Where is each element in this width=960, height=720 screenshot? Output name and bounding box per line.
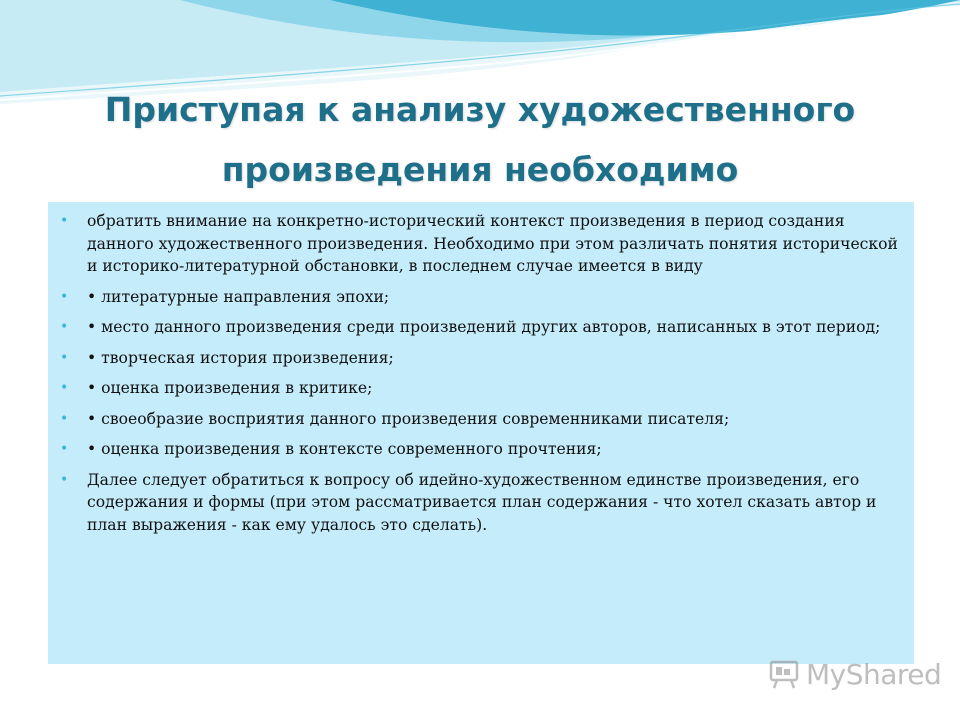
bullet-marker: • <box>60 471 69 488</box>
bullet-marker: • <box>60 319 69 335</box>
presentation-board-icon <box>768 658 800 690</box>
list-item <box>60 469 906 537</box>
bullet-marker: • <box>60 349 69 366</box>
bullet-marker: • <box>60 213 69 229</box>
list-item <box>60 438 906 461</box>
list-item-text: • литературные направления эпохи; <box>87 287 390 306</box>
bullet-list <box>60 210 906 544</box>
list-item-text: • творческая история произведения; <box>87 348 394 367</box>
list-item <box>60 286 906 309</box>
slide-title-line-1: Приступая к анализу художественного <box>104 90 856 129</box>
list-item <box>60 408 906 431</box>
bullet-marker: • <box>60 410 69 427</box>
watermark-text: MyShared <box>806 657 942 691</box>
list-item <box>60 377 906 400</box>
bullet-marker: • <box>60 288 69 305</box>
content-box <box>48 202 914 664</box>
list-item-text: обратить внимание на конкретно-исторический контекст произведения в период создания данного художественного произведения. Необходимо при этом различать понятия исторической и историко-литературной обстановки, в последнем случае имеется в виду <box>87 212 898 275</box>
slide-title-line-2: произведения необходимо <box>221 150 739 189</box>
list-item <box>60 347 906 370</box>
bullet-marker: • <box>60 380 69 396</box>
list-item <box>60 210 906 278</box>
list-item-text: • своеобразие восприятия данного произведения современниками писателя; <box>87 409 730 428</box>
bullet-marker: • <box>60 441 69 457</box>
list-item-text: • оценка произведения в контексте современного прочтения; <box>87 440 602 458</box>
list-item-text: Далее следует обратиться к вопросу об идейно-художественном единстве произведения, его содержания и формы (при этом рассматривается план содержания - что хотел сказать автор и план выражения - как ему удалось это сделать). <box>87 470 877 534</box>
list-item <box>60 316 906 339</box>
watermark <box>768 656 941 692</box>
slide-title <box>0 80 960 200</box>
list-item-text: • оценка произведения в критике; <box>87 379 373 397</box>
list-item-text: • место данного произведения среди произведений других авторов, написанных в этот период; <box>87 318 881 336</box>
